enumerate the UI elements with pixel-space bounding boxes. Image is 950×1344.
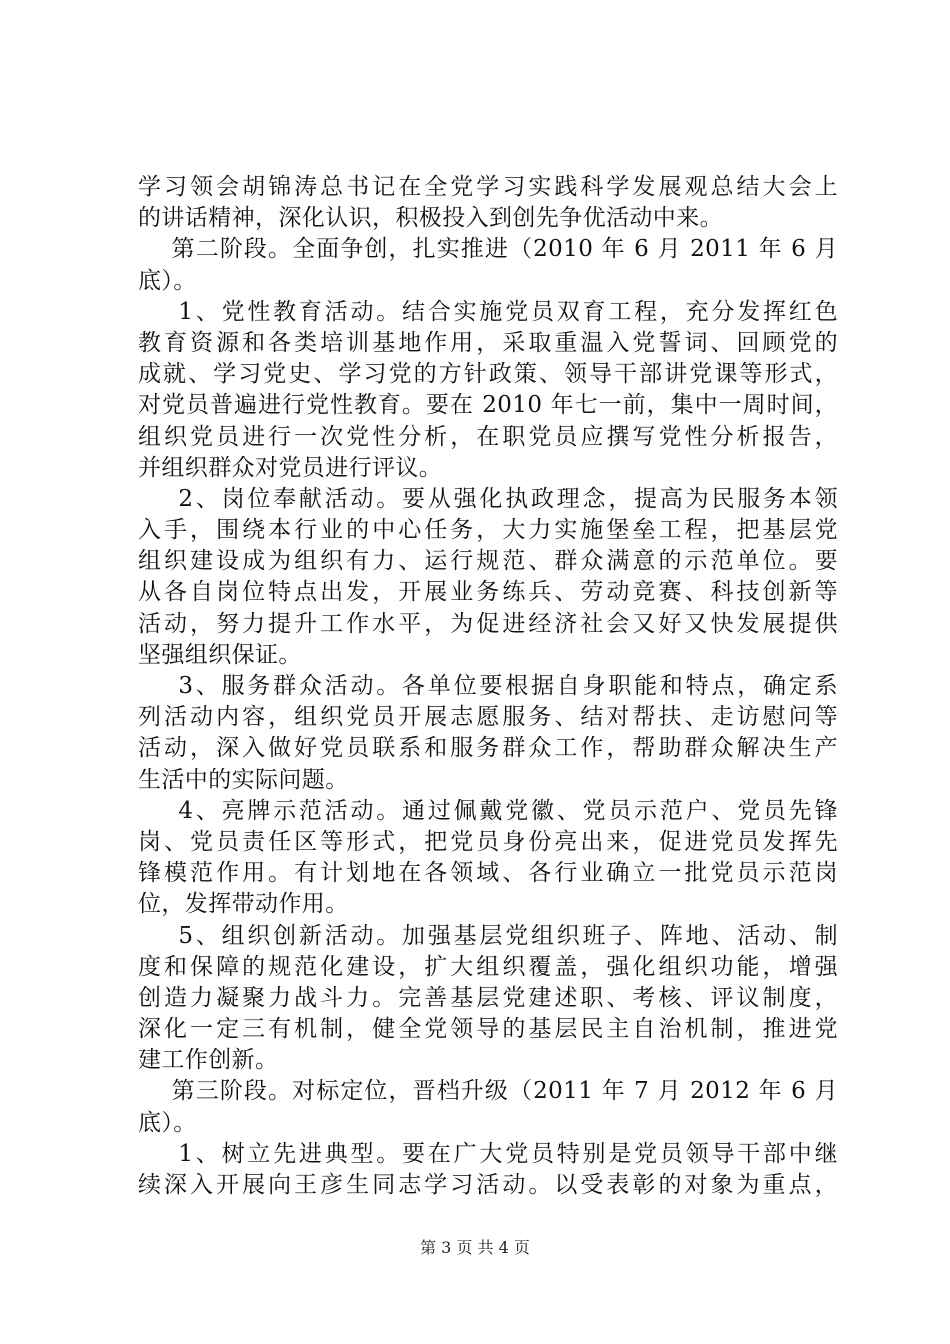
text-line: 活动，努力提升工作水平，为促进经济社会又好又快发展提供 xyxy=(138,610,838,637)
text-line: 生活中的实际问题。 xyxy=(138,766,349,793)
text-line: 坚强组织保证。 xyxy=(138,641,302,668)
text-line: 4、亮牌示范活动。通过佩戴党徽、党员示范户、党员先锋 xyxy=(138,797,838,824)
text-line: 成就、学习党史、学习党的方针政策、领导干部讲党课等形式， xyxy=(138,361,838,388)
text-line: 第三阶段。对标定位，晋档升级（2011 年 7 月 2012 年 6 月 xyxy=(138,1078,838,1105)
text-line: 活动，深入做好党员联系和服务群众工作，帮助群众解决生产 xyxy=(138,735,838,762)
text-line: 教育资源和各类培训基地作用，采取重温入党誓词、回顾党的 xyxy=(138,329,838,356)
text-line: 的讲话精神，深化认识，积极投入到创先争优活动中来。 xyxy=(138,205,723,232)
text-line: 从各自岗位特点出发，开展业务练兵、劳动竞赛、科技创新等 xyxy=(138,579,838,606)
text-line: 组织党员进行一次党性分析，在职党员应撰写党性分析报告， xyxy=(138,423,838,450)
text-line: 岗、党员责任区等形式，把党员身份亮出来，促进党员发挥先 xyxy=(138,828,838,855)
text-line: 第二阶段。全面争创，扎实推进（2010 年 6 月 2011 年 6 月 xyxy=(138,236,838,263)
text-line: 5、组织创新活动。加强基层党组织班子、阵地、活动、制 xyxy=(138,922,838,949)
text-line: 底）。 xyxy=(138,1109,197,1136)
text-line: 并组织群众对党员进行评议。 xyxy=(138,454,443,481)
text-line: 1、树立先进典型。要在广大党员特别是党员领导干部中继 xyxy=(138,1140,838,1167)
text-line: 度和保障的规范化建设，扩大组织覆盖，强化组织功能，增强 xyxy=(138,953,838,980)
text-line: 3、服务群众活动。各单位要根据自身职能和特点，确定系 xyxy=(138,673,838,699)
text-line: 创造力凝聚力战斗力。完善基层党建述职、考核、评议制度， xyxy=(138,984,838,1011)
text-line: 1、党性教育活动。结合实施党员双育工程，充分发挥红色 xyxy=(138,298,838,325)
text-line: 列活动内容，组织党员开展志愿服务、结对帮扶、走访慰问等 xyxy=(138,704,838,731)
text-line: 组织建设成为组织有力、运行规范、群众满意的示范单位。要 xyxy=(138,548,838,575)
document-body xyxy=(138,172,838,1201)
text-line: 2、岗位奉献活动。要从强化执政理念，提高为民服务本领 xyxy=(138,485,838,512)
page-footer: 第 3 页 共 4 页 xyxy=(420,1238,530,1257)
text-line: 建工作创新。 xyxy=(138,1047,279,1074)
text-line: 底）。 xyxy=(138,267,197,294)
text-line: 锋模范作用。有计划地在各领域、各行业确立一批党员示范岗 xyxy=(138,860,838,887)
text-line: 深化一定三有机制，健全党领导的基层民主自治机制，推进党 xyxy=(138,1016,838,1043)
text-line: 入手，围绕本行业的中心任务，大力实施堡垒工程，把基层党 xyxy=(138,517,838,544)
text-line: 位，发挥带动作用。 xyxy=(138,891,349,918)
text-line: 对党员普遍进行党性教育。要在 2010 年七一前，集中一周时间， xyxy=(138,392,838,419)
text-line: 学习领会胡锦涛总书记在全党学习实践科学发展观总结大会上 xyxy=(138,174,838,200)
text-line: 续深入开展向王彦生同志学习活动。以受表彰的对象为重点， xyxy=(138,1172,838,1198)
